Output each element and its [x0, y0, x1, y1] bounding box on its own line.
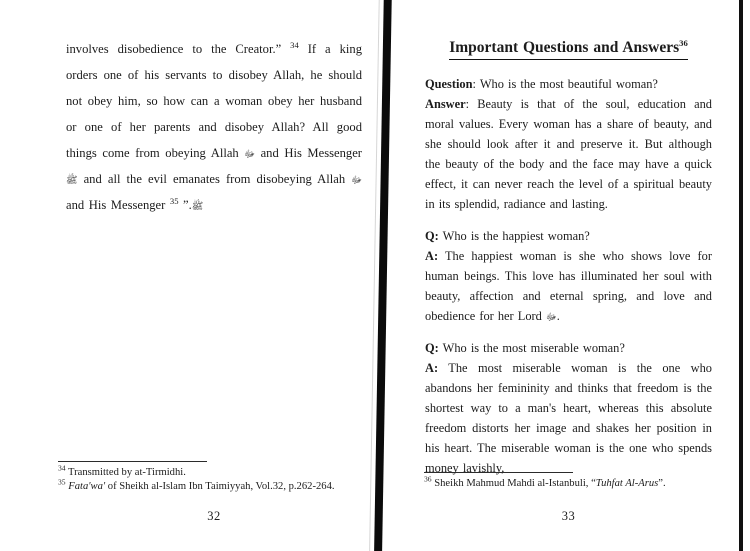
- body-text: .”: [178, 198, 192, 212]
- chapter-heading: [425, 38, 712, 60]
- qa-paragraph-3: [425, 338, 712, 478]
- body-text: and His Messenger: [255, 146, 362, 160]
- footnote-work-title: Tuhfat Al-Arus: [595, 478, 659, 489]
- qa-paragraph-1: [425, 74, 712, 214]
- footnote-text: ”.: [658, 478, 666, 489]
- answer-label: A:: [425, 361, 439, 375]
- footnote-text: Transmitted by at-Tirmidhi.: [65, 467, 186, 478]
- body-text: and His Messenger: [66, 198, 170, 212]
- right-page-body: [425, 38, 712, 478]
- page-number-33: 33: [561, 509, 576, 523]
- left-page-footnotes: [58, 461, 360, 494]
- footnote-text: Sheikh Mahmud Mahdi al-Istanbuli, “: [431, 478, 596, 489]
- footnote-marker-34: 34: [58, 463, 66, 473]
- question-text: Who is the happiest woman?: [438, 229, 590, 243]
- footnote-34: [58, 463, 360, 480]
- question-label: Q:: [425, 341, 439, 355]
- answer-label: Answer: [425, 97, 466, 111]
- allah-honorific-icon: ﷻ: [545, 313, 557, 323]
- qa-paragraph-2: [425, 226, 712, 326]
- footnote-ref-34: 34: [290, 39, 299, 50]
- messenger-honorific-icon: ﷺ: [191, 202, 204, 212]
- question-label: Question: [425, 77, 473, 91]
- body-text: involves disobedience to the Creator.”: [66, 42, 291, 56]
- footnote-marker-36: 36: [424, 474, 432, 484]
- heading-text: Important Questions and Answers: [449, 39, 680, 56]
- answer-text: : Beauty is that of the soul, education and moral values. Every woman has a share of beauty, and she should look after it and preserve it. But although the beauty of the body and the face may have a quick effect, it can never reach the level of a spiritual beauty in its splendid, radiance and lasting.: [425, 97, 712, 211]
- footnote-ref-35: 35: [169, 195, 179, 206]
- footnote-work-title: Fata'wa': [68, 480, 106, 492]
- chapter-heading-text: [449, 38, 688, 60]
- body-text: If a king orders one of his servants to disobey Allah, he should not obey him, so how can a woman obey her husband or one of her parents and disobey Allah? All good things come from obeying Allah: [66, 42, 362, 160]
- footnote-36: [424, 474, 714, 491]
- question-label: Q:: [425, 229, 439, 243]
- scan-edge-line: [739, 0, 743, 551]
- footnote-ref-36: 36: [679, 37, 688, 48]
- page-number-32: 32: [207, 509, 221, 523]
- question-text: Who is the most miserable woman?: [438, 341, 625, 355]
- footnote-separator: [424, 472, 573, 473]
- messenger-honorific-icon: ﷺ: [66, 176, 78, 186]
- body-text: and all the evil emanates from disobeying Allah: [77, 172, 352, 186]
- answer-text: The happiest woman is she who shows love for human beings. This love has illuminated her soul with beauty, affection and eternal spring, and love and obedience for her Lord: [425, 249, 712, 323]
- footnote-marker-35: 35: [58, 477, 66, 487]
- footnote-separator: [58, 461, 207, 462]
- answer-text: The most miserable woman is the one who abandons her femininity and thinks that freedom is the shortest way to a man's heart, whereas this absolute freedom distorts her image and shakes her position in his heart. The miserable woman is the one who spends money lavishly,: [425, 361, 712, 475]
- footnote-text: of Sheikh al-Islam Ibn Taimiyyah, Vol.32, p.262-264.: [105, 480, 335, 492]
- right-page-footnotes: [424, 472, 714, 491]
- allah-honorific-icon: ﷻ: [351, 176, 362, 186]
- answer-text-tail: .: [556, 309, 560, 323]
- allah-honorific-icon: ﷻ: [244, 150, 256, 160]
- footnote-35: [58, 477, 360, 494]
- left-page-body: [66, 36, 362, 218]
- left-page-paragraph: [66, 36, 362, 218]
- question-text: : Who is the most beautiful woman?: [472, 77, 658, 91]
- answer-label: A:: [425, 249, 439, 263]
